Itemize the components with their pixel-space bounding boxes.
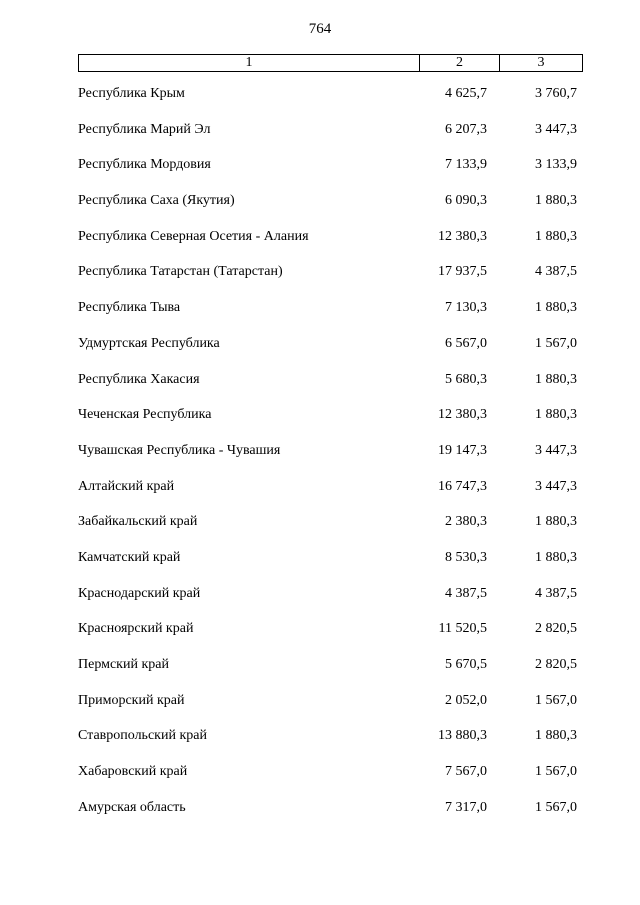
- value-col2: 2 380,3: [445, 514, 487, 530]
- value-col2: 2 052,0: [445, 692, 487, 708]
- value-col3: 3 760,7: [535, 86, 577, 101]
- table-row: [78, 77, 583, 113]
- value-col2: 12 380,3: [438, 407, 487, 423]
- region-name: Амурская область: [78, 799, 186, 815]
- value-col3: 3 447,3: [535, 442, 577, 458]
- value-col2: 6 207,3: [445, 121, 487, 137]
- value-col2: 7 567,0: [445, 764, 487, 780]
- value-col3: 4 387,5: [535, 264, 577, 280]
- table-row: [78, 791, 583, 827]
- value-col3: 3 447,3: [535, 478, 577, 494]
- region-name: Хабаровский край: [78, 764, 188, 780]
- region-name: Пермский край: [78, 657, 169, 672]
- region-name: Республика Хакасия: [78, 371, 200, 387]
- region-name: Камчатский край: [78, 549, 181, 565]
- value-col3: 1 880,3: [535, 407, 577, 423]
- region-name: Республика Тыва: [78, 300, 181, 316]
- value-col2: 5 670,5: [445, 657, 487, 672]
- value-col2: 11 520,5: [438, 621, 487, 637]
- value-col3: 1 567,0: [535, 335, 577, 351]
- value-col2: 5 680,3: [445, 371, 487, 387]
- value-col3: 4 387,5: [535, 585, 577, 601]
- value-col2: 17 937,5: [438, 264, 487, 280]
- value-col3: 1 567,0: [535, 764, 577, 780]
- table-row: [78, 363, 583, 399]
- value-col3: 1 880,3: [535, 193, 577, 209]
- value-col3: 1 567,0: [535, 799, 577, 815]
- page-number: 764: [308, 21, 332, 37]
- value-col3: 3 447,3: [535, 121, 577, 137]
- value-col2: 7 133,9: [445, 157, 487, 173]
- region-name: Приморский край: [78, 692, 185, 708]
- region-name: Ставропольский край: [78, 728, 207, 744]
- table-row: [78, 755, 583, 791]
- value-col2: 7 317,0: [445, 799, 487, 815]
- column-header-3: 3: [537, 55, 545, 70]
- table-row: [78, 541, 583, 577]
- table-row: [78, 398, 583, 434]
- table-row: [78, 291, 583, 327]
- value-col2: 19 147,3: [438, 442, 487, 458]
- table-row: [78, 577, 583, 613]
- value-col2: 6 090,3: [445, 193, 487, 209]
- region-name: Республика Северная Осетия - Алания: [78, 228, 309, 244]
- region-name: Республика Татарстан (Татарстан): [78, 264, 283, 280]
- table-row: [78, 684, 583, 720]
- region-name: Республика Марий Эл: [78, 121, 211, 137]
- value-col2: 12 380,3: [438, 228, 487, 244]
- table-header: [78, 54, 583, 72]
- value-col3: 1 567,0: [535, 692, 577, 708]
- region-name: Чувашская Республика - Чувашия: [78, 442, 281, 458]
- column-header-2: 2: [420, 55, 500, 71]
- region-name: Республика Крым: [78, 86, 185, 101]
- region-name: Республика Мордовия: [78, 157, 211, 173]
- table-body: [78, 77, 583, 826]
- column-header-1: 1: [79, 55, 420, 71]
- table-row: [78, 505, 583, 541]
- table-row: [78, 612, 583, 648]
- region-name: Забайкальский край: [78, 514, 198, 530]
- value-col2: 13 880,3: [438, 728, 487, 744]
- table-row: [78, 113, 583, 149]
- value-col3: 1 880,3: [535, 371, 577, 387]
- value-col2: 8 530,3: [445, 549, 487, 565]
- table-row: [78, 148, 583, 184]
- region-name: Алтайский край: [78, 478, 175, 494]
- table-row: [78, 434, 583, 470]
- table-row: [78, 184, 583, 220]
- value-col3: 1 880,3: [535, 728, 577, 744]
- table-row: [78, 220, 583, 256]
- table-row: [78, 719, 583, 755]
- region-name: Красноярский край: [78, 621, 194, 637]
- value-col3: 2 820,5: [535, 621, 577, 637]
- region-name: Чеченская Республика: [78, 407, 212, 423]
- region-name: Удмуртская Республика: [78, 335, 220, 351]
- value-col3: 1 880,3: [535, 549, 577, 565]
- value-col2: 6 567,0: [445, 335, 487, 351]
- region-name: Республика Саха (Якутия): [78, 193, 235, 209]
- value-col2: 4 625,7: [445, 86, 487, 101]
- table-row: [78, 470, 583, 506]
- value-col3: 1 880,3: [535, 228, 577, 244]
- table-row: [78, 255, 583, 291]
- value-col2: 4 387,5: [445, 585, 487, 601]
- value-col3: 2 820,5: [535, 657, 577, 672]
- value-col3: 3 133,9: [535, 157, 577, 173]
- value-col2: 16 747,3: [438, 478, 487, 494]
- value-col3: 1 880,3: [535, 300, 577, 316]
- region-name: Краснодарский край: [78, 585, 201, 601]
- value-col3: 1 880,3: [535, 514, 577, 530]
- table-row: [78, 327, 583, 363]
- value-col2: 7 130,3: [445, 300, 487, 316]
- table-row: [78, 648, 583, 684]
